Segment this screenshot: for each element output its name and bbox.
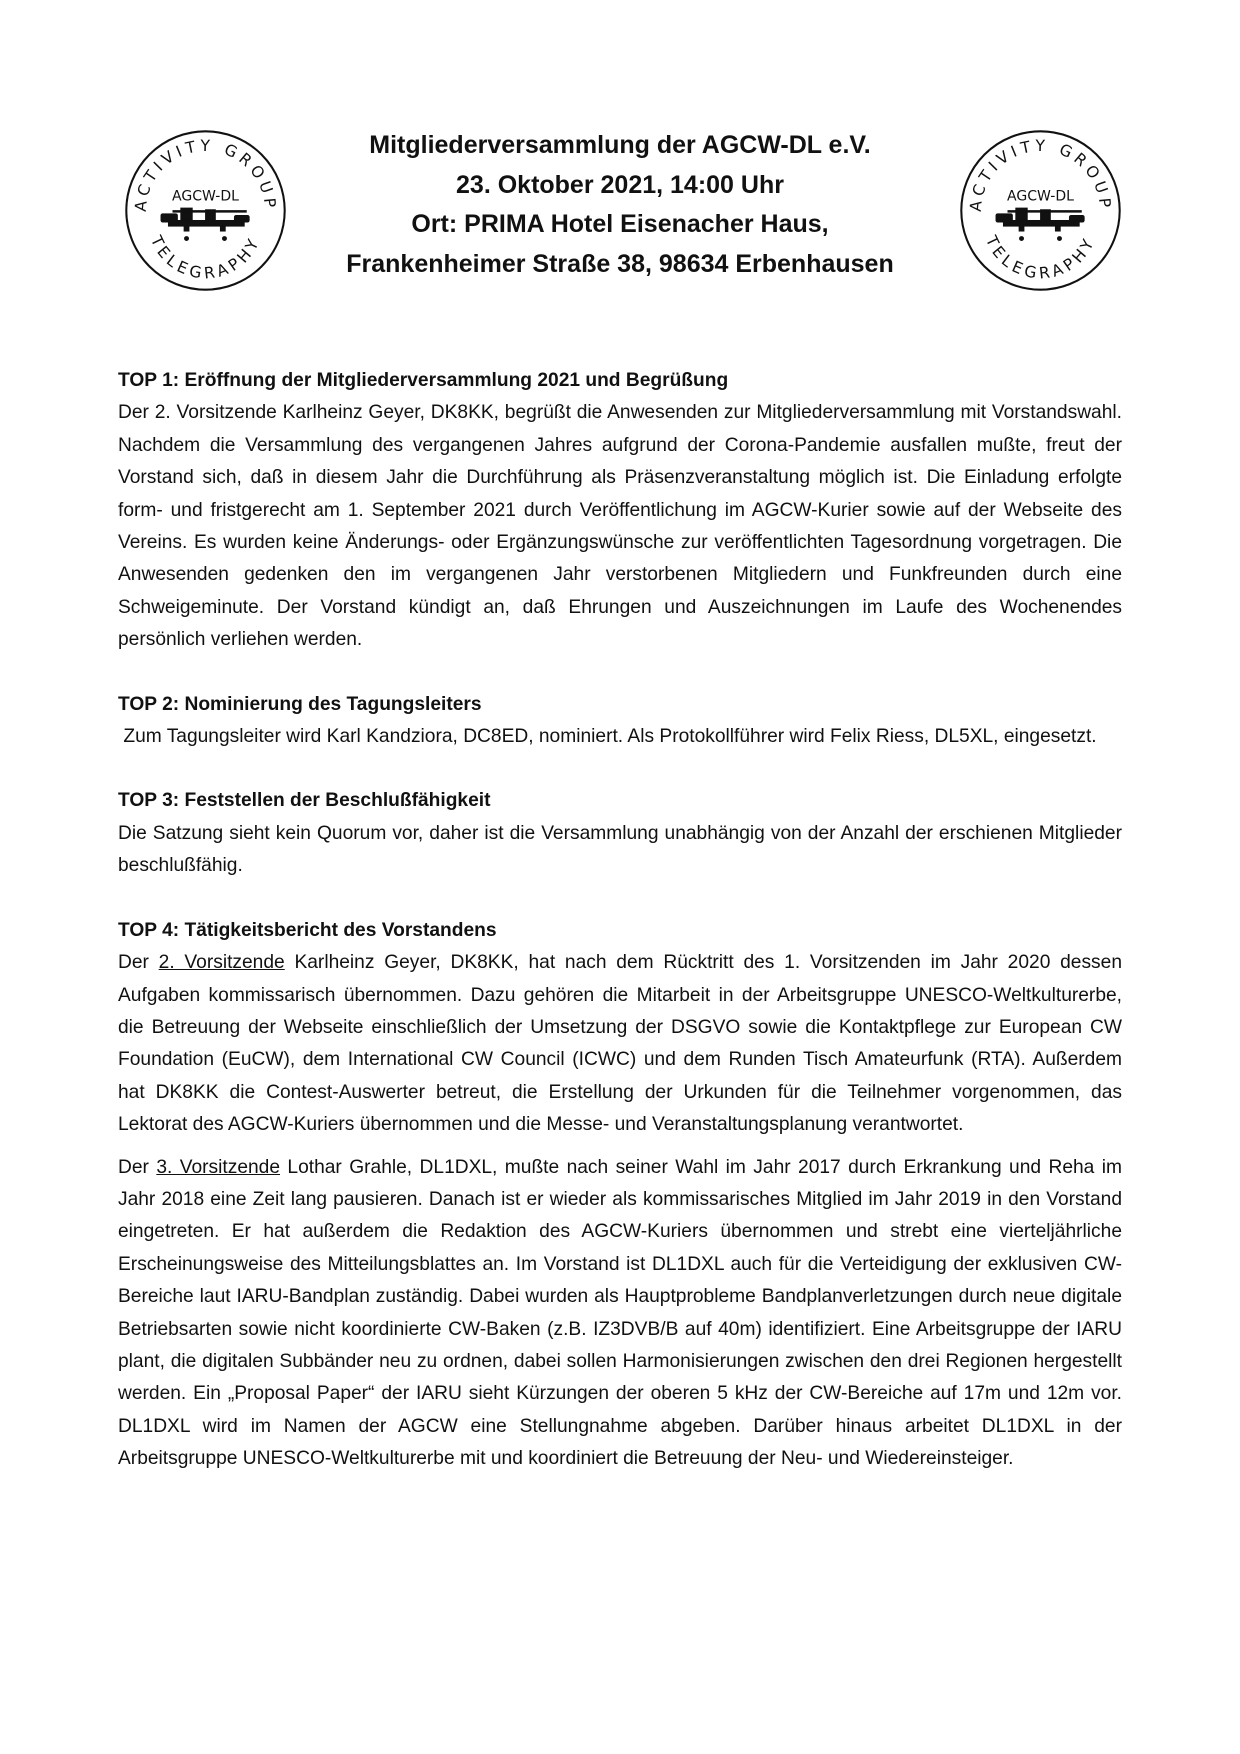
section-top-2: [118, 689, 1122, 754]
document-body: [118, 365, 1122, 1508]
section-paragraph: Der 2. Vorsitzende Karlheinz Geyer, DK8KK, hat nach dem Rücktritt des 1. Vorsitzenden im Jahr 2020 dessen Aufgaben kommissarisch übernommen. Dazu gehören die Mitarbeit in der Arbeitsgruppe UNESCO-Weltkulturerbe, die Betreuung der Webseite einschließlich der Umsetzung der DSGVO sowie die Kontaktpflege zur European CW Foundation (EuCW), dem International CW Council (ICWC) und dem Runden Tisch Amateurfunk (RTA). Außerdem hat DK8KK die Contest-Auswerter betreut, die Erstellung der Urkunden für die Teilnehmer vorgenommen, das Lektorat des AGCW-Kuriers übernommen und die Messe- und Veranstaltungsplanung verantwortet.: [118, 952, 1122, 1136]
title-line-3: Ort: PRIMA Hotel Eisenacher Haus,: [411, 210, 829, 238]
title-line-4: Frankenheimer Straße 38, 98634 Erbenhausen: [346, 249, 894, 278]
document-title: [290, 126, 950, 284]
section-paragraph: Zum Tagungsleiter wird Karl Kandziora, DC8ED, nominiert. Als Protokollführer wird Felix Riess, DL5XL, eingesetzt.: [123, 726, 1097, 748]
svg-text:ACTIVITY GROUP: ACTIVITY GROUP: [965, 135, 1116, 213]
agcw-logo-left: [123, 128, 288, 293]
section-paragraph: Die Satzung sieht kein Quorum vor, daher ist die Versammlung unabhängig von der Anzahl der erschienen Mitglieder beschlußfähig.: [118, 822, 1122, 877]
agcw-logo-right: [958, 128, 1123, 293]
title-line-2: 23. Oktober 2021, 14:00 Uhr: [456, 170, 784, 199]
title-line-1: Mitgliederversammlung der AGCW-DL e.V.: [369, 131, 871, 159]
document-header: [0, 118, 1240, 318]
section-top-3: [118, 785, 1122, 882]
section-paragraph: Der 2. Vorsitzende Karlheinz Geyer, DK8KK, begrüßt die Anwesenden zur Mitgliederversammlung mit Vorstandswahl. Nachdem die Versammlung des vergangenen Jahres aufgrund der Corona-Pandemie ausfallen mußte, freut der Vorstand sich, daß in diesem Jahr die Durchführung als Präsenzveranstaltung möglich ist. Die Einladung erfolgte form- und fristgerecht am 1. September 2021 durch Veröffentlichung im AGCW-Kurier sowie auf der Webseite des Vereins. Es wurden keine Änderungs- oder Ergänzungswünsche zur veröffentlichten Tagesordnung vorgetragen. Die Anwesenden gedenken den im vergangenen Jahr verstorbenen Mitgliedern und Funkfreunden durch eine Schweigeminute. Der Vorstand kündigt an, daß Ehrungen und Auszeichnungen im Laufe des Wochenendes persönlich verliehen werden.: [118, 402, 1122, 651]
section-paragraph: Der 3. Vorsitzende Lothar Grahle, DL1DXL, mußte nach seiner Wahl im Jahr 2017 durch Erkrankung und Reha im Jahr 2018 eine Zeit lang pausieren. Danach ist er wieder als kommissarisches Mitglied im Jahr 2019 in den Vorstand eingetreten. Er hat außerdem die Redaktion des AGCW-Kuriers übernommen und strebt eine vierteljährliche Erscheinungsweise des Mitteilungsblattes an. Im Vorstand ist DL1DXL auch für die Verteidigung der exklusiven CW-Bereiche laut IARU-Bandplan zuständig. Dabei wurden als Hauptprobleme Bandplanverletzungen durch neue digitale Betriebsarten sowie nicht koordinierte CW-Baken (z.B. IZ3DVB/B auf 40m) identifiziert. Eine Arbeitsgruppe der IARU plant, die digitalen Subbänder neu zu ordnen, dabei sollen Harmonisierungen zwischen den drei Regionen hergestellt werden. Ein „Proposal Paper“ der IARU sieht Kürzungen der oberen 5 kHz der CW-Bereiche auf 17m und 12m vor. DL1DXL wird im Namen der AGCW eine Stellungnahme abgeben. Darüber hinaus arbeitet DL1DXL in der Arbeitsgruppe UNESCO-Weltkulturerbe mit und koordiniert die Betreuung der Neu- und Wiedereinsteiger.: [118, 1156, 1122, 1470]
svg-text:TELEGRAPHY: TELEGRAPHY: [146, 232, 265, 283]
underlined-role: 2. Vorsitzende: [158, 952, 285, 974]
section-top-1: [118, 365, 1122, 657]
underlined-role: 3. Vorsitzende: [156, 1156, 280, 1178]
svg-text:AGCW-DL: AGCW-DL: [172, 188, 239, 205]
svg-text:AGCW-DL: AGCW-DL: [1007, 188, 1074, 205]
section-title: TOP 2: Nominierung des Tagungsleiters: [118, 693, 482, 715]
svg-text:ACTIVITY GROUP: ACTIVITY GROUP: [130, 135, 281, 213]
section-title: TOP 1: Eröffnung der Mitgliederversammlung 2021 und Begrüßung: [118, 370, 729, 391]
section-title: TOP 3: Feststellen der Beschlußfähigkeit: [118, 790, 491, 812]
svg-text:TELEGRAPHY: TELEGRAPHY: [981, 232, 1100, 283]
section-title: TOP 4: Tätigkeitsbericht des Vorstandens: [118, 919, 497, 941]
section-top-4: [118, 915, 1122, 1476]
